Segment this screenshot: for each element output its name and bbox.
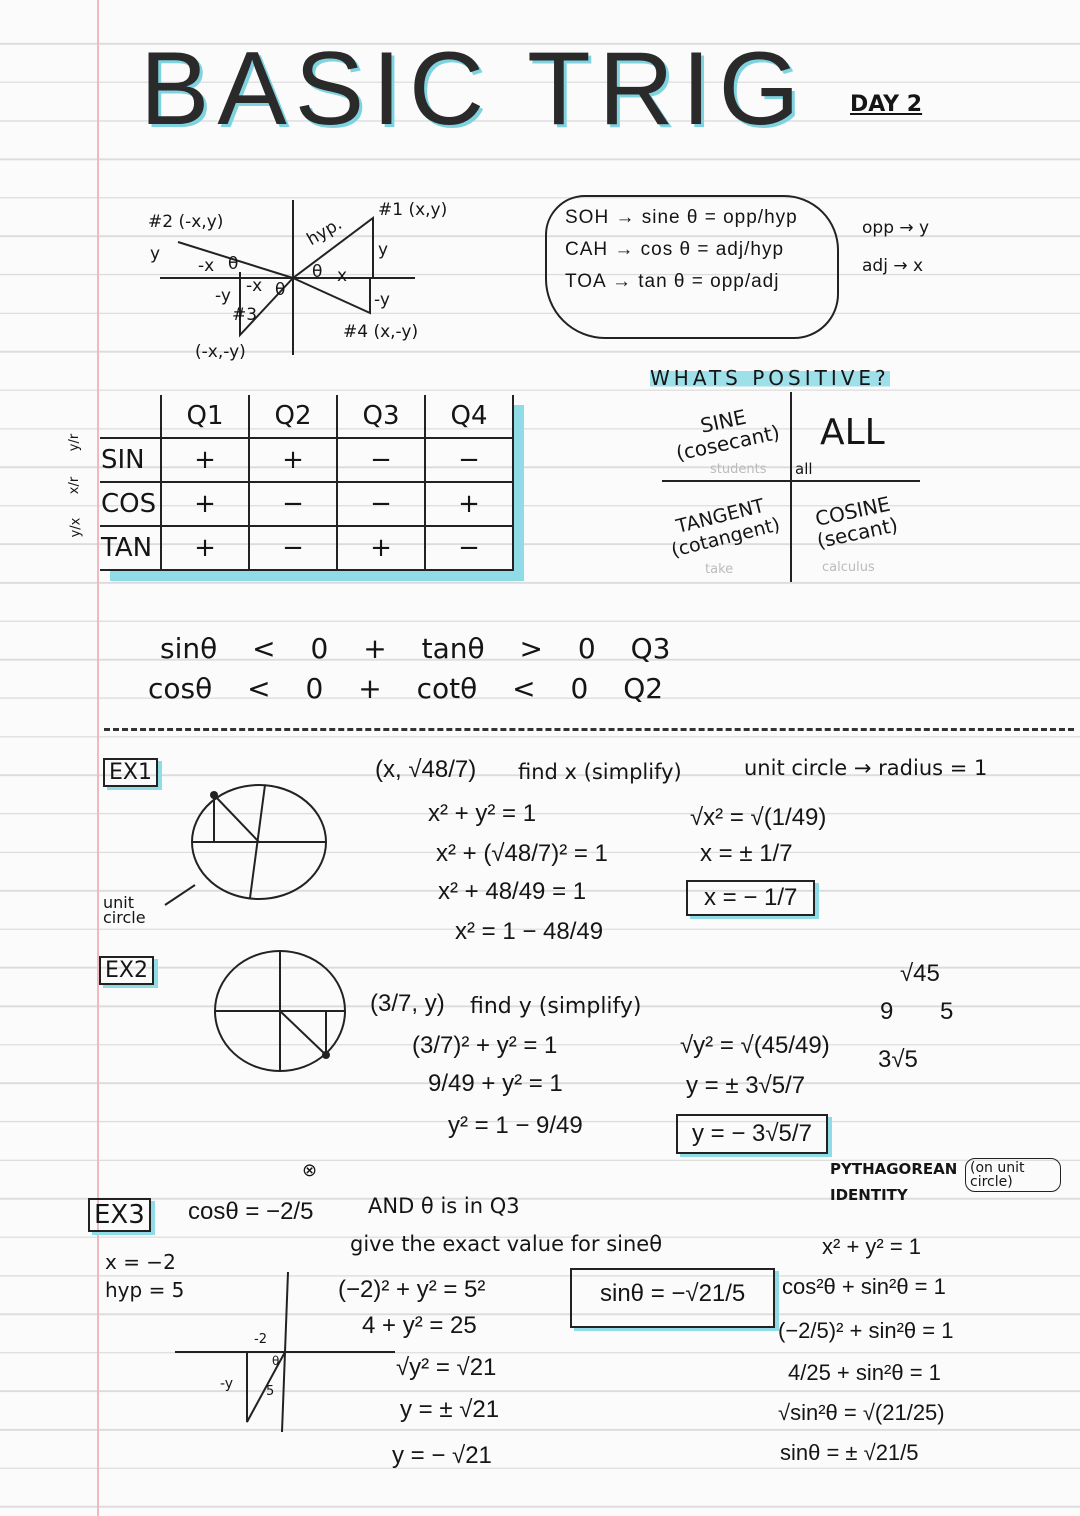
label-y2: y — [150, 244, 161, 264]
q4-hint: calculus — [822, 560, 875, 575]
identity-step: cos²θ + sin²θ = 1 — [782, 1274, 946, 1299]
ex3-mark: ⊗ — [302, 1160, 318, 1181]
identity-title: PYTHAGOREAN IDENTITY — [830, 1160, 958, 1204]
table-header-row — [100, 395, 513, 438]
ex2-prompt: find y (simplify) — [470, 994, 642, 1019]
whats-positive-title: WHATS POSITIVE? — [650, 366, 890, 390]
factor-9: 9 — [880, 998, 894, 1025]
ex1-point: (x, √48/7) — [375, 756, 477, 783]
ex2-step: y = ± 3√5/7 — [686, 1072, 806, 1099]
graph-label-theta: θ — [272, 1354, 280, 1368]
page-title: BASIC TRIG — [140, 31, 808, 147]
ex2-step: 9/49 + y² = 1 — [428, 1070, 563, 1097]
label-neg-y2: -y — [215, 286, 231, 306]
row-label: TAN — [100, 526, 161, 570]
condition-quadrant: Q3 — [630, 632, 671, 665]
label-3: #3 — [232, 305, 258, 325]
ratio-tan: y/x — [68, 517, 84, 538]
divider — [662, 480, 920, 482]
table-row — [100, 482, 513, 526]
ex1-label: EX1 — [103, 758, 158, 787]
ex3-step: (−2)² + y² = 5² — [338, 1276, 486, 1303]
identity-step: sinθ = ± √21/5 — [780, 1440, 919, 1465]
ex3-graph — [0, 0, 1, 1]
header-cell — [100, 395, 161, 438]
ex1-step: x² + (√48/7)² = 1 — [436, 840, 608, 867]
factor-5: 5 — [940, 998, 954, 1025]
opp-note: opp → y — [862, 218, 930, 238]
table-row — [100, 438, 513, 482]
ratio-cos: x/r — [67, 476, 83, 495]
theta-3: θ — [275, 280, 286, 300]
ex3-step: 4 + y² = 25 — [362, 1312, 477, 1339]
row-label: SIN — [100, 438, 161, 482]
sign-cell: + — [161, 438, 249, 482]
ex1-prompt: find x (simplify) — [518, 760, 682, 784]
q2-sine: SINE (cosecant) — [673, 404, 782, 466]
ex3-var-x: x = −2 — [105, 1250, 176, 1274]
graph-label-neg-y: -y — [220, 1376, 234, 1392]
label-y: y — [378, 240, 389, 260]
identity-note: (on unit circle) — [965, 1158, 1061, 1192]
margin-line — [97, 0, 99, 1516]
q2-hint: students — [710, 462, 767, 477]
condition-row-2: cosθ < 0 + cotθ < 0 Q2 — [148, 672, 664, 705]
factor-root: √45 — [900, 960, 940, 987]
ratio-sin: y/r — [67, 433, 83, 452]
ex3-given: cosθ = −2/5 — [188, 1198, 314, 1225]
identity-step: x² + y² = 1 — [822, 1234, 922, 1259]
header-cell: Q1 — [161, 395, 249, 438]
label-neg-x2: -x — [246, 276, 263, 296]
point-q4: #4 (x,-y) — [343, 322, 419, 342]
ex3-step: √y² = √21 — [396, 1354, 497, 1381]
sign-cell: − — [425, 438, 513, 482]
graph-label-neg2: -2 — [254, 1332, 267, 1347]
ex1-step: x = ± 1/7 — [700, 840, 793, 867]
sign-cell: − — [249, 482, 337, 526]
table-row — [100, 526, 513, 570]
header-cell: Q3 — [337, 395, 425, 438]
condition-b: cotθ < 0 — [416, 672, 589, 705]
sign-cell: + — [337, 526, 425, 570]
ex2-step: √y² = √(45/49) — [680, 1032, 830, 1059]
ex1-step: √x² = √(1/49) — [690, 804, 827, 831]
label-hyp: hyp. — [303, 214, 346, 250]
ex3-prompt: give the exact value for sineθ — [350, 1232, 663, 1256]
point-q3: (-x,-y) — [195, 342, 246, 362]
sign-cell: + — [161, 482, 249, 526]
row-label: COS — [100, 482, 161, 526]
header-cell: Q4 — [425, 395, 513, 438]
soh-cah-toa-cloud — [545, 195, 839, 339]
day-label: DAY 2 — [850, 92, 923, 117]
sign-table — [100, 395, 514, 571]
adj-note: adj → x — [862, 256, 924, 276]
ex3-and: AND θ is in Q3 — [368, 1194, 520, 1218]
q1-all: ALL — [820, 412, 885, 453]
ex1-step: x² + 48/49 = 1 — [438, 878, 587, 905]
graph-label-5: 5 — [266, 1384, 275, 1399]
condition-b: tanθ > 0 — [421, 632, 596, 665]
ex1-answer: x = − 1/7 — [686, 880, 815, 916]
ex1-note: unit circle → radius = 1 — [744, 756, 988, 780]
q4-cosine: COSINE (secant) — [813, 491, 900, 554]
ex2-point: (3/7, y) — [370, 990, 445, 1017]
q3-hint: take — [705, 562, 734, 577]
q1-hint: all — [795, 460, 813, 478]
point-q1: #1 (x,y) — [378, 200, 448, 220]
sign-cell: − — [425, 526, 513, 570]
ex2-step: (3/7)² + y² = 1 — [412, 1032, 558, 1059]
theta-2: θ — [228, 254, 239, 274]
ex3-step: y = ± √21 — [400, 1396, 500, 1423]
ex2-label: EX2 — [99, 956, 154, 985]
label-neg-x: -x — [198, 256, 215, 276]
condition-row-1: sinθ < 0 + tanθ > 0 Q3 — [160, 632, 671, 665]
sign-cell: + — [249, 438, 337, 482]
ex3-answer: sinθ = −√21/5 — [570, 1268, 775, 1328]
sign-cell: − — [337, 438, 425, 482]
ex3-step: y = − √21 — [392, 1442, 492, 1469]
ex1-step: x² + y² = 1 — [428, 800, 537, 827]
ex2-answer: y = − 3√5/7 — [676, 1114, 828, 1154]
ex1-step: x² = 1 − 48/49 — [455, 918, 604, 945]
q3-tangent: TANGENT (cotangent) — [669, 494, 783, 562]
header-cell: Q2 — [249, 395, 337, 438]
condition-quadrant: Q2 — [623, 672, 664, 705]
sign-cell: + — [161, 526, 249, 570]
section-divider — [104, 728, 1074, 731]
theta-1: θ — [312, 262, 323, 282]
sign-cell: − — [337, 482, 425, 526]
sign-cell: − — [249, 526, 337, 570]
label-x: x — [337, 266, 348, 286]
factor-result: 3√5 — [878, 1046, 918, 1073]
toa: TOA → tan θ = opp/adj — [565, 271, 780, 292]
divider — [790, 392, 792, 582]
soh: SOH → sine θ = opp/hyp — [565, 207, 798, 228]
identity-step: 4/25 + sin²θ = 1 — [788, 1360, 941, 1385]
condition-a: sinθ < 0 — [160, 632, 329, 665]
condition-a: cosθ < 0 — [148, 672, 324, 705]
label-neg-y: -y — [374, 290, 390, 310]
ex2-step: y² = 1 − 9/49 — [448, 1112, 583, 1139]
ex3-label: EX3 — [88, 1198, 151, 1232]
ex3-var-hyp: hyp = 5 — [105, 1278, 185, 1302]
cah: CAH → cos θ = adj/hyp — [565, 239, 785, 260]
unit-circle-label: unit circle — [103, 893, 146, 927]
sign-cell: + — [425, 482, 513, 526]
point-q2: #2 (-x,y) — [148, 212, 224, 232]
identity-step: √sin²θ = √(21/25) — [778, 1400, 945, 1425]
identity-step: (−2/5)² + sin²θ = 1 — [778, 1318, 954, 1343]
